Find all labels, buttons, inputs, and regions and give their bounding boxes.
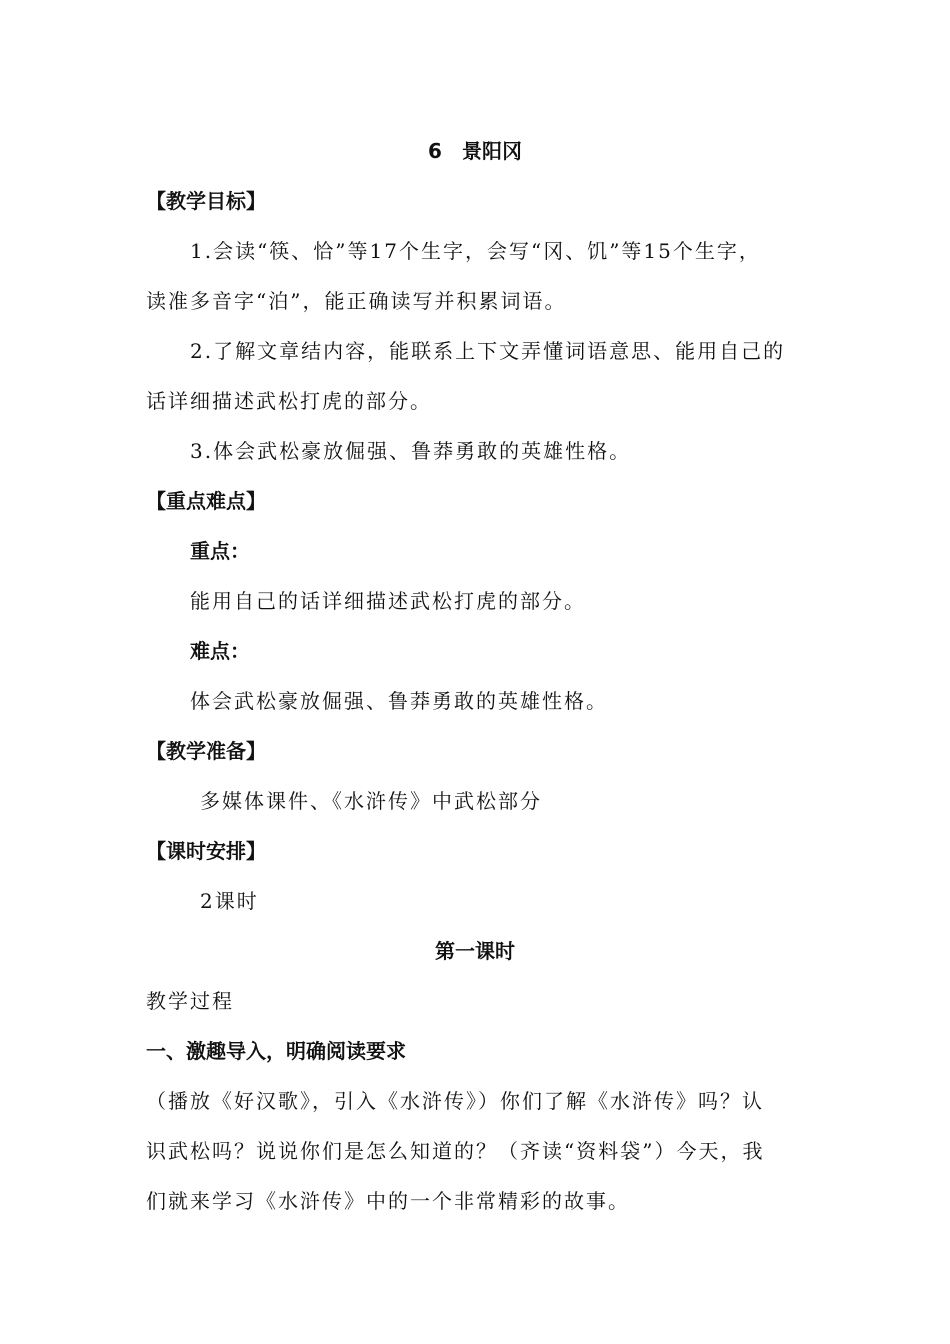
focus-text: 能用自己的话详细描述武松打虎的部分。 [190, 589, 586, 613]
step-1-line-1: （播放《好汉歌》，引入《水浒传》）你们了解《水浒传》吗？认 [146, 1089, 764, 1113]
focus-label: 重点： [190, 539, 250, 563]
document-title: 6 景阳冈 [428, 139, 522, 163]
difficulty-text: 体会武松豪放倔强、鲁莽勇敢的英雄性格。 [190, 689, 608, 713]
lesson-title: 第一课时 [435, 939, 515, 963]
step-1-heading: 一、激趣导入，明确阅读要求 [146, 1039, 406, 1063]
objective-2-line-1: 2.了解文章结内容，能联系上下文弄懂词语意思、能用自己的 [190, 339, 786, 363]
key-points-heading: 【重点难点】 [146, 489, 266, 513]
difficulty-label: 难点： [190, 639, 250, 663]
process-label: 教学过程 [146, 989, 234, 1013]
preparation-heading: 【教学准备】 [146, 739, 266, 763]
schedule-heading: 【课时安排】 [146, 839, 266, 863]
objectives-heading: 【教学目标】 [146, 189, 266, 213]
objective-1-line-2: 读准多音字“泊”，能正确读写并积累词语。 [146, 289, 567, 313]
schedule-text: 2课时 [200, 889, 259, 913]
preparation-text: 多媒体课件、《水浒传》中武松部分 [200, 789, 542, 813]
objective-2-line-2: 话详细描述武松打虎的部分。 [146, 389, 432, 413]
objective-3: 3.体会武松豪放倔强、鲁莽勇敢的英雄性格。 [190, 439, 632, 463]
objective-1-line-1: 1.会读“筷、恰”等17个生字，会写“冈、饥”等15个生字， [190, 239, 761, 263]
step-1-line-3: 们就来学习《水浒传》中的一个非常精彩的故事。 [146, 1189, 630, 1213]
step-1-line-2: 识武松吗？说说你们是怎么知道的？（齐读“资料袋”）今天，我 [146, 1139, 765, 1163]
